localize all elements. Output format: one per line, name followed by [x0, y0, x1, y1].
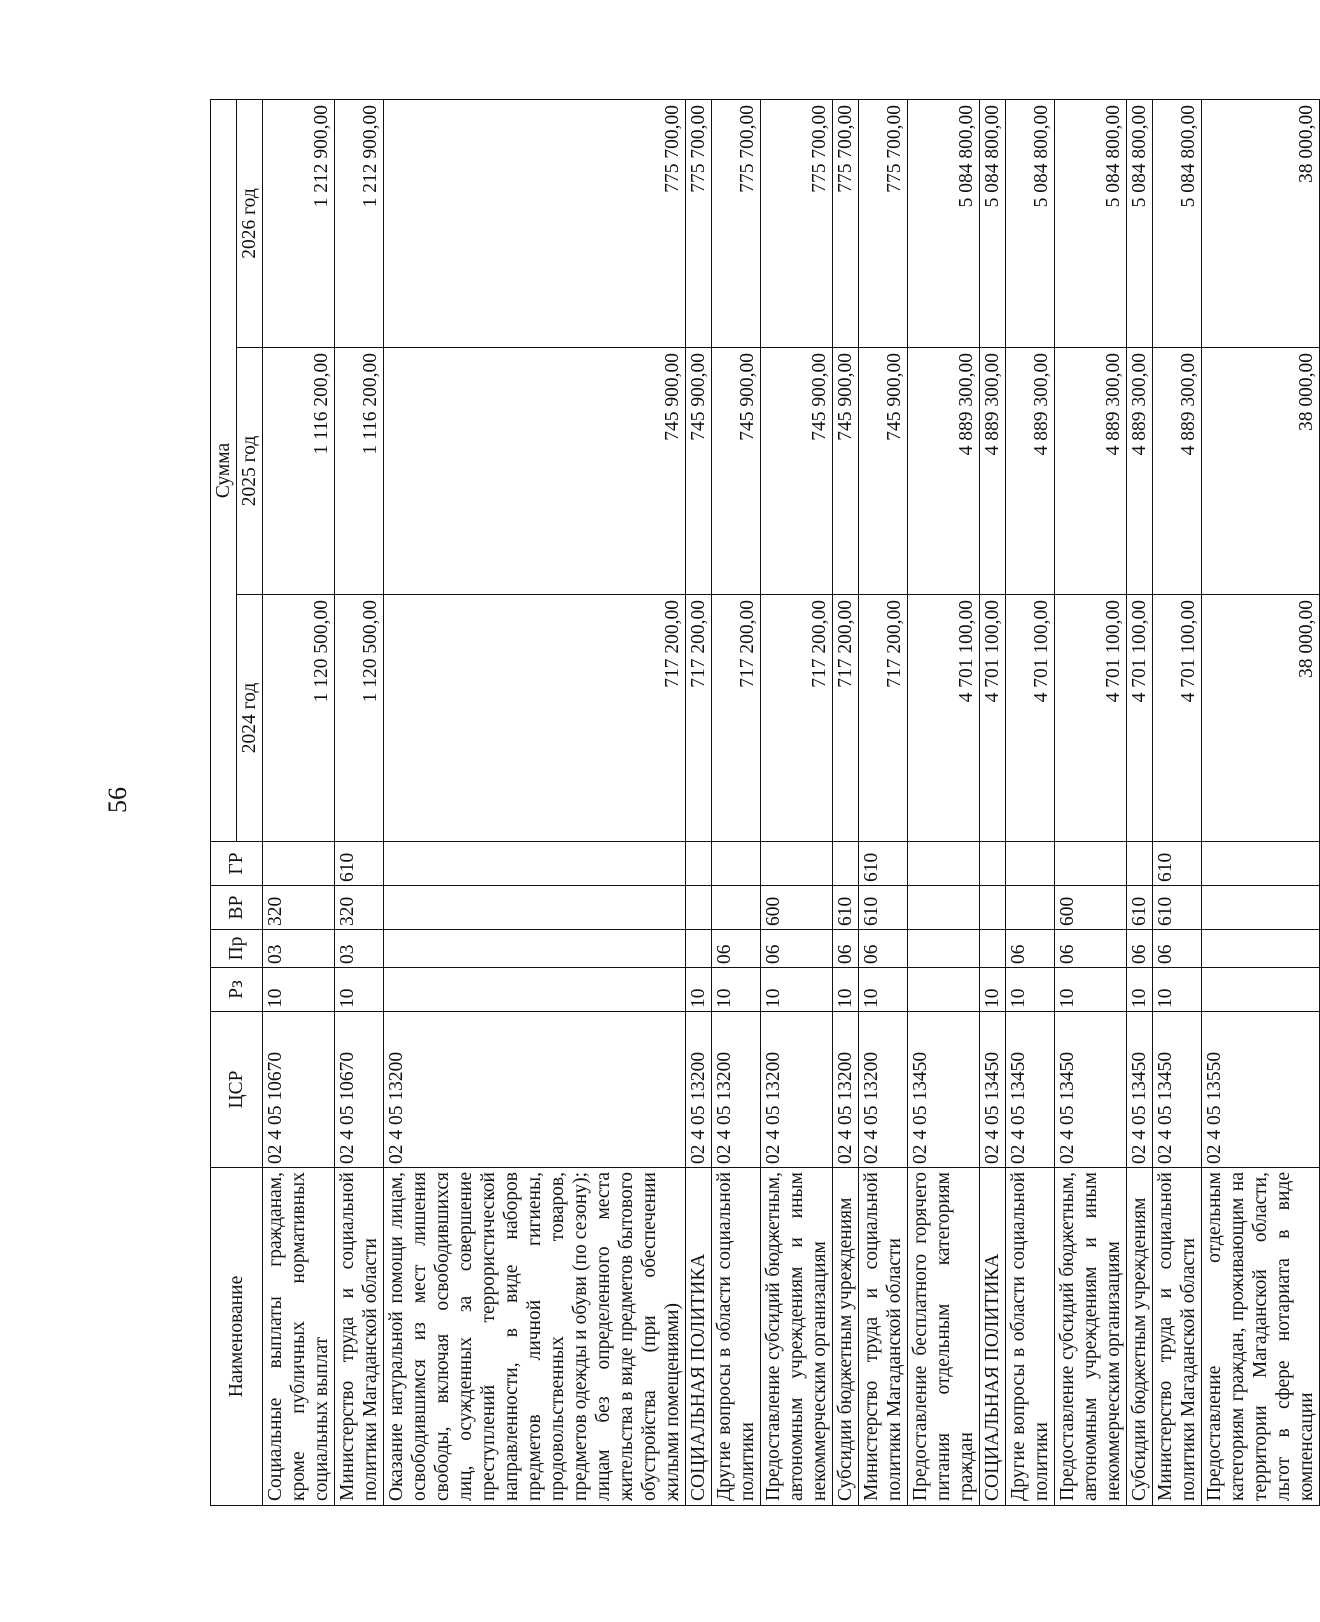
row-name: СОЦИАЛЬНАЯ ПОЛИТИКА: [686, 1168, 712, 1506]
table-row: [686, 100, 712, 1506]
table-row: [335, 100, 384, 1506]
row-amount-2025: 4 889 300,00: [980, 348, 1006, 595]
table-body: [263, 100, 1320, 1506]
row-rz: 10: [833, 968, 859, 1012]
row-gr: [833, 842, 859, 886]
row-amount-2025: 745 900,00: [686, 348, 712, 595]
row-csr: 02 4 05 13200: [761, 1012, 833, 1168]
row-gr: [384, 842, 686, 886]
row-vr: 610: [859, 886, 908, 930]
row-rz: [384, 968, 686, 1012]
header-year-2024: 2024 год: [237, 595, 263, 842]
table-row: [384, 100, 686, 1506]
row-amount-2026: 5 084 800,00: [1006, 100, 1055, 348]
header-row: [211, 100, 237, 1506]
table-row: [1006, 100, 1055, 1506]
row-rz: 10: [980, 968, 1006, 1012]
row-rz: [1202, 968, 1320, 1012]
page-number: 56: [103, 787, 132, 813]
header-pr: Пр: [211, 930, 263, 968]
row-gr: [686, 842, 712, 886]
row-name: Министерство труда и социальной политики Магаданской области: [1153, 1168, 1202, 1506]
header-sum: Сумма: [211, 100, 237, 842]
row-amount-2026: 5 084 800,00: [1153, 100, 1202, 348]
table-row: [833, 100, 859, 1506]
row-pr: 06: [1055, 930, 1127, 968]
row-gr: [1055, 842, 1127, 886]
row-rz: 10: [1127, 968, 1153, 1012]
row-gr: [1202, 842, 1320, 886]
row-csr: 02 4 05 13200: [712, 1012, 761, 1168]
row-gr: [1006, 842, 1055, 886]
row-csr: 02 4 05 13450: [1006, 1012, 1055, 1168]
row-csr: 02 4 05 13450: [908, 1012, 980, 1168]
row-amount-2025: 1 116 200,00: [263, 348, 335, 595]
row-name: Предоставление субсидий бюджетным, автономным учреждениям и иным некоммерческим организациям: [761, 1168, 833, 1506]
row-rz: 10: [1153, 968, 1202, 1012]
table-row: [908, 100, 980, 1506]
row-amount-2024: 717 200,00: [384, 595, 686, 842]
row-name: Министерство труда и социальной политики Магаданской области: [859, 1168, 908, 1506]
row-amount-2024: 4 701 100,00: [908, 595, 980, 842]
row-pr: 03: [335, 930, 384, 968]
row-name: Субсидии бюджетным учреждениям: [833, 1168, 859, 1506]
row-pr: 06: [859, 930, 908, 968]
row-amount-2024: 717 200,00: [686, 595, 712, 842]
row-csr: 02 4 05 10670: [335, 1012, 384, 1168]
row-amount-2026: 775 700,00: [859, 100, 908, 348]
row-amount-2026: 775 700,00: [712, 100, 761, 348]
row-pr: 03: [263, 930, 335, 968]
row-amount-2025: 38 000,00: [1202, 348, 1320, 595]
header-gr: ГР: [211, 842, 263, 886]
row-vr: 320: [263, 886, 335, 930]
header-csr: ЦСР: [211, 1012, 263, 1168]
row-csr: 02 4 05 13450: [980, 1012, 1006, 1168]
row-amount-2024: 4 701 100,00: [1127, 595, 1153, 842]
row-amount-2024: 4 701 100,00: [980, 595, 1006, 842]
row-vr: 610: [1153, 886, 1202, 930]
row-csr: 02 4 05 13450: [1127, 1012, 1153, 1168]
row-amount-2024: 717 200,00: [833, 595, 859, 842]
row-csr: 02 4 05 13200: [384, 1012, 686, 1168]
row-rz: 10: [1055, 968, 1127, 1012]
row-rz: 10: [859, 968, 908, 1012]
row-gr: [712, 842, 761, 886]
row-amount-2025: 4 889 300,00: [1127, 348, 1153, 595]
row-name: СОЦИАЛЬНАЯ ПОЛИТИКА: [980, 1168, 1006, 1506]
row-gr: 610: [859, 842, 908, 886]
table-row: [263, 100, 335, 1506]
row-name: Предоставление отдельным категориям граждан, проживающим на территории Магаданской области, льгот в сфере нотариата в виде компенсации: [1202, 1168, 1320, 1506]
row-amount-2024: 717 200,00: [761, 595, 833, 842]
row-vr: 610: [1127, 886, 1153, 930]
row-name: Предоставление бесплатного горячего питания отдельным категориям граждан: [908, 1168, 980, 1506]
row-vr: [908, 886, 980, 930]
header-year-2025: 2025 год: [237, 348, 263, 595]
table-row: [1055, 100, 1127, 1506]
rotated-table-sheet: [210, 100, 1317, 1506]
row-amount-2024: 4 701 100,00: [1006, 595, 1055, 842]
row-csr: 02 4 05 10670: [263, 1012, 335, 1168]
row-rz: 10: [263, 968, 335, 1012]
header-vr: ВР: [211, 886, 263, 930]
row-vr: [1202, 886, 1320, 930]
row-pr: [384, 930, 686, 968]
row-pr: 06: [1153, 930, 1202, 968]
row-amount-2026: 775 700,00: [761, 100, 833, 348]
budget-table: [210, 99, 1320, 1506]
row-amount-2024: 1 120 500,00: [263, 595, 335, 842]
row-amount-2024: 4 701 100,00: [1153, 595, 1202, 842]
row-amount-2026: 5 084 800,00: [908, 100, 980, 348]
row-vr: 320: [335, 886, 384, 930]
row-amount-2025: 745 900,00: [833, 348, 859, 595]
header-rz: Рз: [211, 968, 263, 1012]
table-row: [1202, 100, 1320, 1506]
row-amount-2026: 38 000,00: [1202, 100, 1320, 348]
row-amount-2024: 1 120 500,00: [335, 595, 384, 842]
row-amount-2025: 4 889 300,00: [1006, 348, 1055, 595]
row-pr: 06: [1127, 930, 1153, 968]
row-gr: [1127, 842, 1153, 886]
row-amount-2026: 775 700,00: [833, 100, 859, 348]
row-gr: [908, 842, 980, 886]
row-csr: 02 4 05 13200: [833, 1012, 859, 1168]
row-pr: [686, 930, 712, 968]
header-name: Наименование: [211, 1168, 263, 1506]
row-gr: [980, 842, 1006, 886]
row-csr: 02 4 05 13200: [686, 1012, 712, 1168]
table-row: [980, 100, 1006, 1506]
row-rz: 10: [335, 968, 384, 1012]
row-pr: 06: [761, 930, 833, 968]
row-pr: [908, 930, 980, 968]
row-pr: 06: [833, 930, 859, 968]
row-vr: 600: [1055, 886, 1127, 930]
row-pr: [980, 930, 1006, 968]
row-amount-2026: 5 084 800,00: [1127, 100, 1153, 348]
row-csr: 02 4 05 13450: [1055, 1012, 1127, 1168]
table-row: [1153, 100, 1202, 1506]
header-year-2026: 2026 год: [237, 100, 263, 348]
row-pr: 06: [1006, 930, 1055, 968]
row-amount-2024: 4 701 100,00: [1055, 595, 1127, 842]
row-vr: [384, 886, 686, 930]
row-name: Предоставление субсидий бюджетным, автономным учреждениям и иным некоммерческим организациям: [1055, 1168, 1127, 1506]
row-amount-2026: 775 700,00: [384, 100, 686, 348]
table-row: [712, 100, 761, 1506]
row-vr: [712, 886, 761, 930]
table-row: [1127, 100, 1153, 1506]
row-gr: [761, 842, 833, 886]
table-row: [761, 100, 833, 1506]
row-amount-2025: 745 900,00: [761, 348, 833, 595]
row-amount-2025: 4 889 300,00: [1055, 348, 1127, 595]
row-rz: [908, 968, 980, 1012]
table-row: [859, 100, 908, 1506]
row-pr: [1202, 930, 1320, 968]
row-amount-2026: 1 212 900,00: [335, 100, 384, 348]
row-amount-2026: 5 084 800,00: [1055, 100, 1127, 348]
row-name: Другие вопросы в области социальной политики: [1006, 1168, 1055, 1506]
row-amount-2024: 717 200,00: [859, 595, 908, 842]
row-amount-2024: 717 200,00: [712, 595, 761, 842]
row-gr: 610: [1153, 842, 1202, 886]
row-amount-2025: 4 889 300,00: [908, 348, 980, 595]
row-amount-2026: 1 212 900,00: [263, 100, 335, 348]
row-name: Субсидии бюджетным учреждениям: [1127, 1168, 1153, 1506]
row-rz: 10: [1006, 968, 1055, 1012]
row-amount-2025: 745 900,00: [384, 348, 686, 595]
row-amount-2025: 1 116 200,00: [335, 348, 384, 595]
row-vr: 610: [833, 886, 859, 930]
row-pr: 06: [712, 930, 761, 968]
row-name: Социальные выплаты гражданам, кроме публичных нормативных социальных выплат: [263, 1168, 335, 1506]
row-rz: 10: [761, 968, 833, 1012]
row-name: Министерство труда и социальной политики Магаданской области: [335, 1168, 384, 1506]
row-amount-2025: 745 900,00: [859, 348, 908, 595]
row-vr: [1006, 886, 1055, 930]
row-vr: [686, 886, 712, 930]
row-vr: 600: [761, 886, 833, 930]
row-name: Другие вопросы в области социальной политики: [712, 1168, 761, 1506]
row-name: Оказание натуральной помощи лицам, освободившимся из мест лишения свободы, включая освободившихся лиц, осужденных за совершение преступлений террористической направленности, в виде наборов предметов личной гигиены, продовольственных товаров, предметов одежды и обуви (по сезону); лицам без определенного места жительства в виде предметов бытового обустройства (при обеспечении жилыми помещениями): [384, 1168, 686, 1506]
row-gr: [263, 842, 335, 886]
row-rz: 10: [712, 968, 761, 1012]
row-amount-2025: 4 889 300,00: [1153, 348, 1202, 595]
row-csr: 02 4 05 13450: [1153, 1012, 1202, 1168]
row-amount-2026: 5 084 800,00: [980, 100, 1006, 348]
row-gr: 610: [335, 842, 384, 886]
row-amount-2024: 38 000,00: [1202, 595, 1320, 842]
row-amount-2025: 745 900,00: [712, 348, 761, 595]
row-csr: 02 4 05 13200: [859, 1012, 908, 1168]
row-vr: [980, 886, 1006, 930]
row-rz: 10: [686, 968, 712, 1012]
row-csr: 02 4 05 13550: [1202, 1012, 1320, 1168]
row-amount-2026: 775 700,00: [686, 100, 712, 348]
